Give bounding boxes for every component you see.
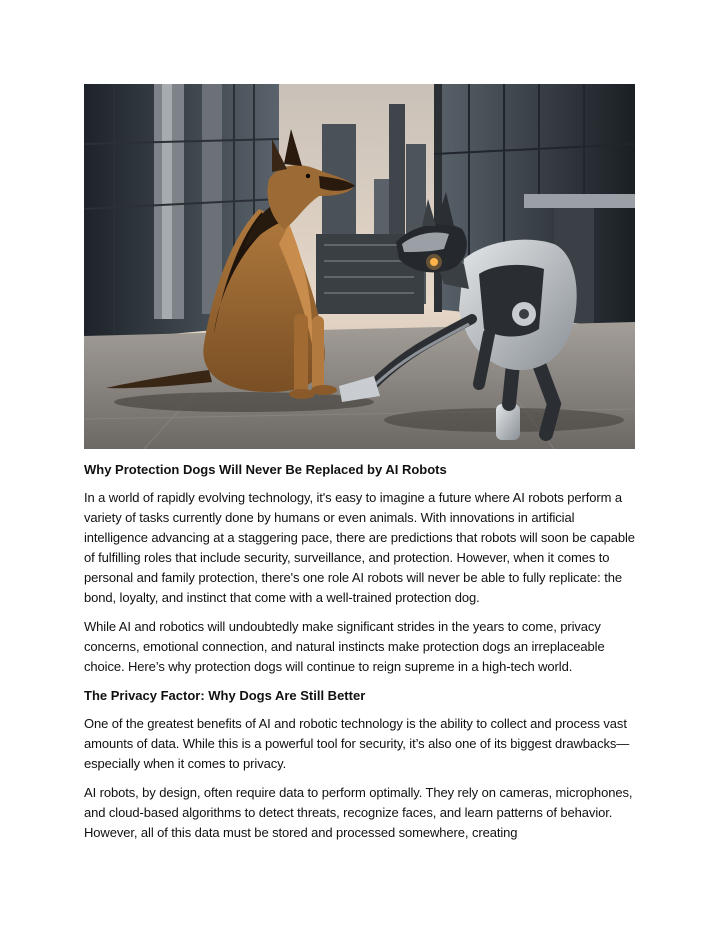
article-paragraph: AI robots, by design, often require data to perform optimally. They rely on cameras, microphones, and cloud-based algorithms to detect threats, recognize faces, and learn patterns of behavior. However, all of this data must be stored and processed somewhere, creating [84, 785, 633, 840]
section-heading: The Privacy Factor: Why Dogs Are Still Better [84, 688, 366, 703]
article-paragraph: In a world of rapidly evolving technology, it's easy to imagine a future where AI robots perform a variety of tasks currently done by humans or even animals. With innovations in artificial intelligence advancing at a staggering pace, there are predictions that robots will soon be capable of fulfilling roles that include security, surveillance, and protection. However, when it comes to personal and family protection, there's one role AI robots will never be able to fully replicate: the bond, loyalty, and instinct that come with a well-trained protection dog. [84, 490, 635, 605]
article-body [84, 460, 636, 852]
dog-and-robot-illustration [84, 84, 635, 449]
article-heading: Why Protection Dogs Will Never Be Replaced by AI Robots [84, 462, 447, 477]
article-hero-image [84, 84, 635, 449]
article-paragraph: While AI and robotics will undoubtedly make significant strides in the years to come, privacy concerns, emotional connection, and natural instincts make protection dogs an irreplaceable choice. Here’s why protection dogs will continue to reign supreme in a high-tech world. [84, 619, 605, 674]
article-paragraph: One of the greatest benefits of AI and robotic technology is the ability to collect and process vast amounts of data. While this is a powerful tool for security, it’s also one of its biggest drawbacks—especially when it comes to privacy. [84, 716, 630, 771]
